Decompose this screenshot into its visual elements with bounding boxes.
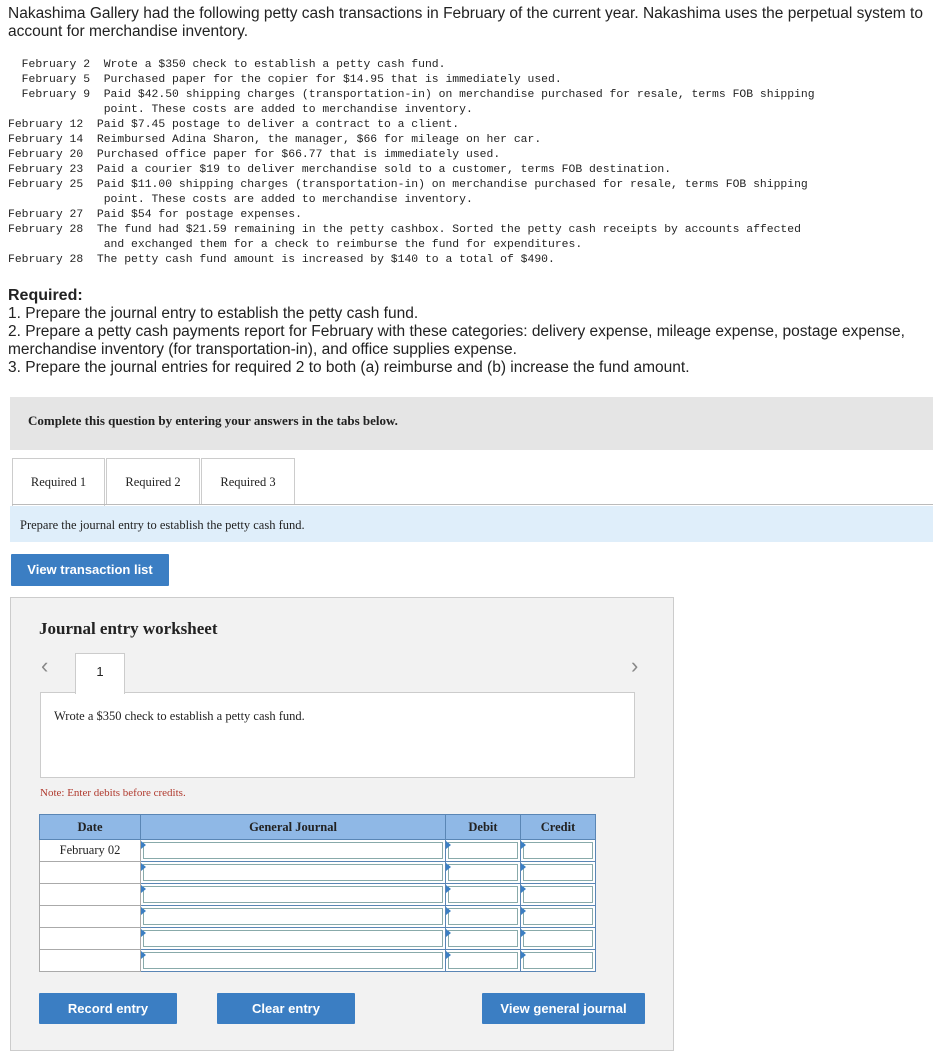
tab-required-3[interactable]: Required 3 [201, 458, 295, 505]
account-input[interactable] [141, 906, 446, 928]
credit-input[interactable] [521, 950, 596, 972]
entry-note: Note: Enter debits before credits. [40, 787, 186, 799]
account-input[interactable] [141, 928, 446, 950]
date-cell [40, 950, 141, 972]
account-input[interactable] [141, 950, 446, 972]
account-input[interactable] [141, 840, 446, 862]
clear-entry-button[interactable]: Clear entry [217, 993, 355, 1024]
account-input[interactable] [141, 884, 446, 906]
required-item-2: 2. Prepare a petty cash payments report for February with these categories: delivery expense, mileage expense, postage expense, merchandise inventory (for transportation-in), and office supplies expense. [8, 323, 905, 358]
problem-intro: Nakashima Gallery had the following petty cash transactions in February of the current year. Nakashima uses the perpetual system to account for merchandise inventory. [8, 5, 923, 40]
banner-text: Complete this question by entering your answers in the tabs below. [28, 413, 398, 428]
credit-input[interactable] [521, 884, 596, 906]
credit-input[interactable] [521, 862, 596, 884]
required-list [8, 305, 933, 377]
view-transaction-list-button[interactable]: View transaction list [11, 554, 169, 586]
column-debit: Debit [446, 815, 521, 840]
worksheet-title: Journal entry worksheet [39, 619, 218, 638]
record-entry-button[interactable]: Record entry [39, 993, 177, 1024]
column-general-journal: General Journal [141, 815, 446, 840]
table-row [40, 862, 596, 884]
table-row [40, 840, 596, 862]
journal-table [39, 814, 596, 972]
debit-input[interactable] [446, 950, 521, 972]
transaction-description-text: Wrote a $350 check to establish a petty cash fund. [54, 709, 305, 723]
credit-input[interactable] [521, 840, 596, 862]
transaction-list: February 2 Wrote a $350 check to establish a petty cash fund. February 5 Purchased paper for the copier for $14.95 that is immediately used. February 9 Paid $42.50 shipping charges (transportation-in) on merchandise purchased for resale, terms FOB shipping point. These costs are added to merchandise inventory. February 12 Paid $7.45 postage to deliver a contract to a client. February 14 Reimbursed Adina Sharon, the manager, $66 for mileage on her car. February 20 Purchased office paper for $66.77 that is immediately used. February 23 Paid a courier $19 to deliver merchandise sold to a customer, terms FOB destination. February 25 Paid $11.00 shipping charges (transportation-in) on merchandise purchased for resale, terms FOB shipping point. These costs are added to merchandise inventory. February 27 Paid $54 for postage expenses. February 28 The fund had $21.59 remaining in the petty cashbox. Sorted the petty cash receipts by accounts affected and exchanged them for a check to reimburse the fund for expenditures. February 28 The petty cash fund amount is increased by $140 to a total of $490. [8, 59, 815, 266]
debit-input[interactable] [446, 884, 521, 906]
table-row [40, 928, 596, 950]
journal-entry-worksheet [10, 597, 674, 1051]
date-cell [40, 906, 141, 928]
table-row [40, 950, 596, 972]
chevron-left-icon[interactable]: ‹ [41, 653, 49, 678]
date-cell [40, 884, 141, 906]
date-cell: February 02 [40, 840, 141, 862]
debit-input[interactable] [446, 862, 521, 884]
tab-instruction [10, 506, 933, 542]
tab-instruction-text: Prepare the journal entry to establish the petty cash fund. [20, 518, 305, 532]
account-input[interactable] [141, 862, 446, 884]
debit-input[interactable] [446, 906, 521, 928]
required-heading: Required: [8, 287, 83, 304]
view-general-journal-button[interactable]: View general journal [482, 993, 645, 1024]
tab-required-1[interactable]: Required 1 [12, 458, 105, 506]
transaction-description [40, 692, 635, 778]
instructions-banner [10, 397, 933, 450]
credit-input[interactable] [521, 928, 596, 950]
table-row [40, 906, 596, 928]
required-item-3: 3. Prepare the journal entries for required 2 to both (a) reimburse and (b) increase the fund amount. [8, 359, 690, 376]
debit-input[interactable] [446, 928, 521, 950]
date-cell [40, 862, 141, 884]
required-item-1: 1. Prepare the journal entry to establish the petty cash fund. [8, 305, 419, 322]
column-date: Date [40, 815, 141, 840]
tab-required-2[interactable]: Required 2 [106, 458, 200, 505]
worksheet-page-tab[interactable]: 1 [75, 653, 125, 694]
debit-input[interactable] [446, 840, 521, 862]
column-credit: Credit [521, 815, 596, 840]
chevron-right-icon[interactable]: › [631, 653, 639, 678]
date-cell [40, 928, 141, 950]
credit-input[interactable] [521, 906, 596, 928]
tab-divider [12, 504, 933, 505]
table-row [40, 884, 596, 906]
